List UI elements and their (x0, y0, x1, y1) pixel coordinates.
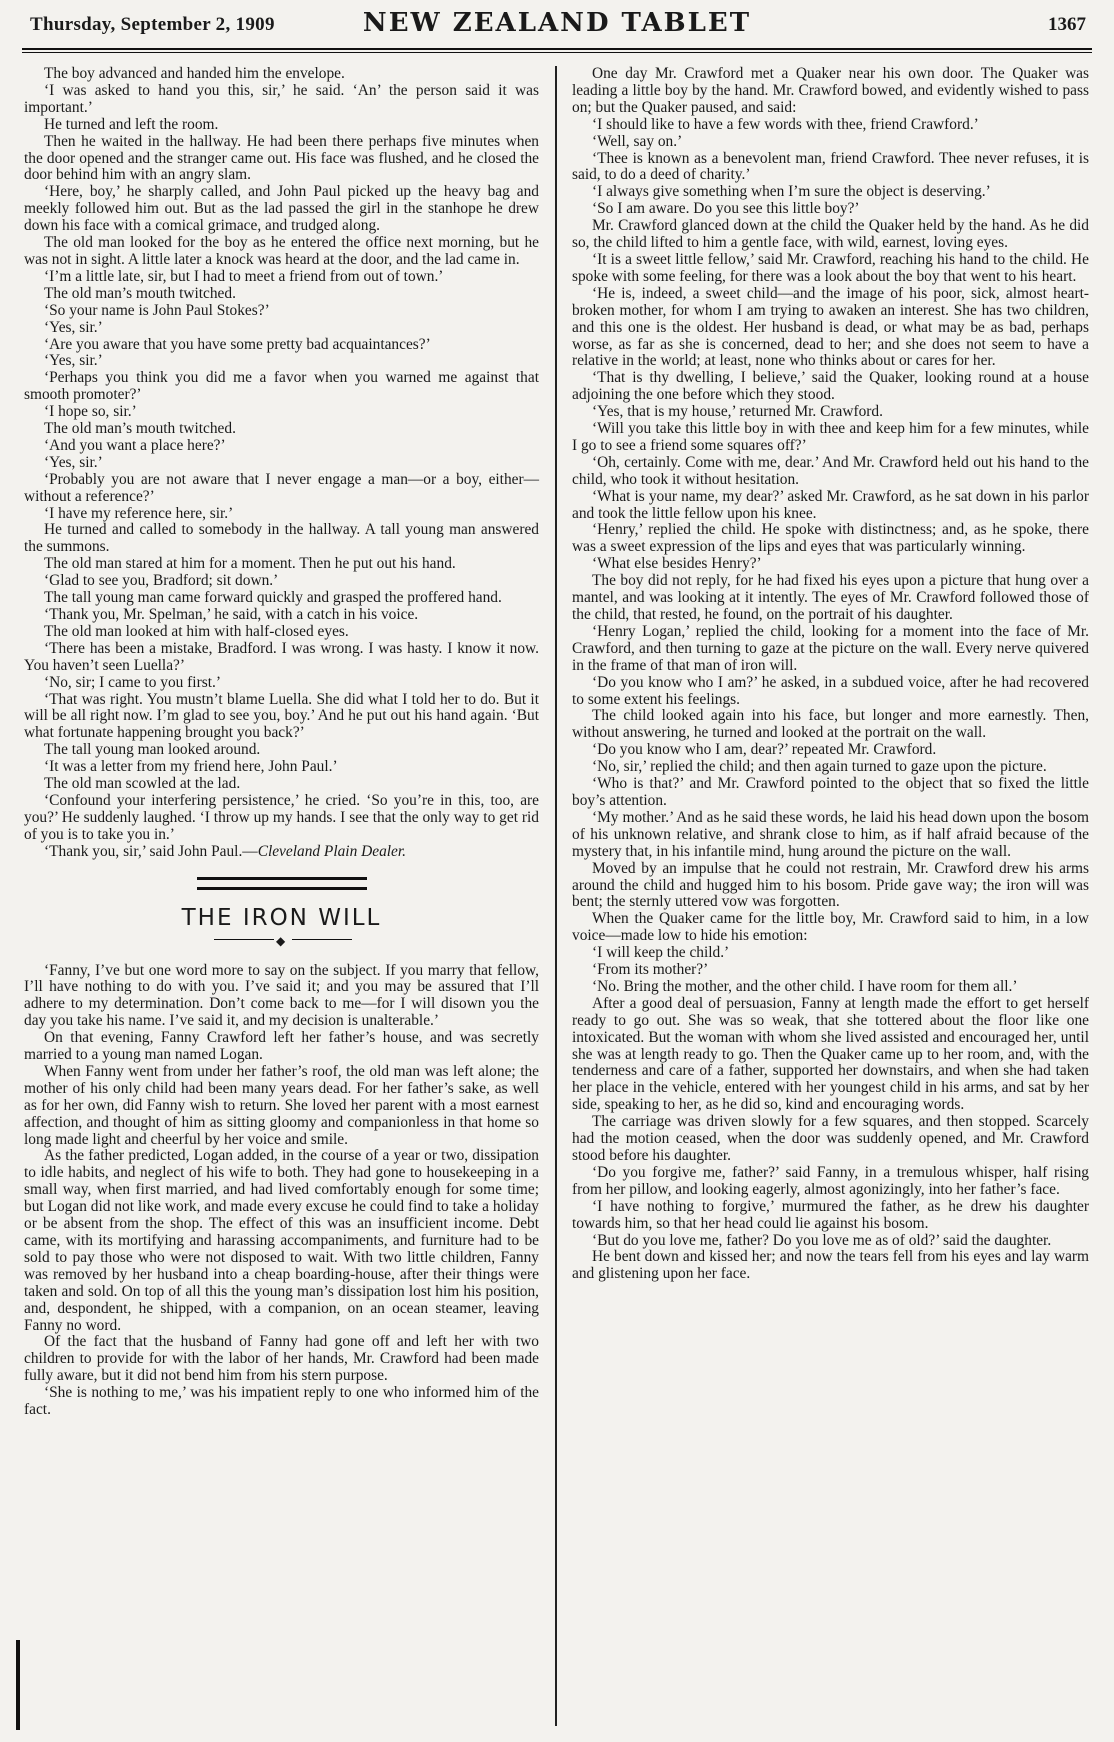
column-divider (555, 66, 557, 1726)
paragraph: ‘Fanny, I’ve but one word more to say on the subject. If you marry that fellow, I’ll have nothing to do with you. I’ve said it; and you may be assured that I’ll adhere to my determination. Don’t come back to me—for I will disown you the day you take his name. I’ve said it, and my decision is unalterable.’ (24, 961, 539, 1030)
paragraph: ‘He is, indeed, a sweet child—and the image of his poor, sick, almost heart-broken mother, for whom I am trying to awaken an interest. She has two children, and this one is the oldest. Her husband is dead, or what may be as bad, perhaps worse, as far as she is concerned, dead to her; and she does not seem to have a relative in the world; at least, none who thinks about or cares for her. (572, 284, 1089, 370)
paragraph: ‘I have my reference here, sir.’ (44, 504, 234, 522)
right-column (572, 66, 1089, 1283)
paragraph: ‘I always give something when I’m sure the object is deserving.’ (592, 183, 991, 201)
paragraph: ‘It is a sweet little fellow,’ said Mr. Crawford, reaching his hand to the child. He spoke with some feeling, for there was a look about the boy that went to his heart. (572, 250, 1089, 285)
paragraph: He turned and called to somebody in the hallway. A tall young man answered the summons. (24, 521, 539, 556)
paragraph: ‘That is thy dwelling, I believe,’ said the Quaker, looking round at a house adjoining the one before which they stood. (572, 369, 1089, 404)
margin-mark (16, 1640, 20, 1730)
paragraph: ‘Yes, that is my house,’ returned Mr. Crawford. (592, 403, 883, 421)
paragraph: ‘Who is that?’ and Mr. Crawford pointed to the object that so fixed the little boy’s attention. (572, 775, 1089, 809)
paragraph: On that evening, Fanny Crawford left her father’s house, and was secretly married to a young man named Logan. (24, 1029, 539, 1064)
paragraph: ‘Probably you are not aware that I never engage a man—or a boy, either—without a reference?’ (24, 470, 539, 505)
paragraph: ‘But do you love me, father? Do you love me as of old?’ said the daughter. (592, 1231, 1052, 1249)
paragraph: ‘I hope so, sir.’ (44, 403, 137, 421)
article-body (24, 963, 539, 1419)
paragraph: ‘So your name is John Paul Stokes?’ (44, 301, 270, 319)
paragraph: ‘What is your name, my dear?’ asked Mr. Crawford, as he sat down in his parlor and took the little fellow upon his knee. (572, 487, 1089, 522)
paragraph: The child looked again into his face, but longer and more earnestly. Then, without answering, he turned and looked at the portrait on the wall. (572, 707, 1089, 742)
paragraph: ‘That was right. You mustn’t blame Luella. She did what I told her to do. But it will be all right now. I’m glad to see you, boy.’ And he put out his hand again. ‘But what fortunate happening brought you back?’ (24, 690, 539, 742)
paragraph: ‘I was asked to hand you this, sir,’ he said. ‘An’ the person said it was important.’ (24, 81, 539, 116)
title-ornament: ◆ (24, 933, 539, 947)
paragraph: ‘Thank you, Mr. Spelman,’ he said, with a catch in his voice. (44, 606, 419, 623)
paragraph: ‘Will you take this little boy in with thee and keep him for a few minutes, while I go to see a friend some squares off?’ (572, 420, 1089, 454)
page-header (0, 8, 1114, 48)
story-continuation (24, 66, 539, 844)
paragraph: ‘And you want a place here?’ (44, 436, 226, 454)
header-rule (22, 48, 1092, 53)
paragraph: ‘It was a letter from my friend here, John Paul.’ (44, 758, 338, 776)
paragraph: The old man’s mouth twitched. (44, 420, 236, 438)
paragraph: ‘Yes, sir.’ (44, 318, 103, 336)
story-ending (24, 844, 539, 861)
paragraph: ‘Henry Logan,’ replied the child, looking for a moment into the face of Mr. Crawford, and then turning to gaze at the picture on the wall. Every nerve quivered in the frame of that man of iron will. (572, 622, 1089, 674)
paragraph: ‘Well, say on.’ (592, 132, 683, 150)
paragraph: After a good deal of persuasion, Fanny at length made the effort to get herself ready to go out. She was so weak, that she tottered about the floor like one intoxicated. But the woman with whom she lived assisted and encouraged her, until she was at length ready to go. Then the Quaker came up to her room, and, with the tenderness and care of a father, supported her downstairs, and when she had taken her place in the vehicle, entered with her youngest child in his arms, and sat by her side, speaking to her, as he did so, kind and encouraging words. (572, 994, 1089, 1114)
paragraph: ‘From its mother?’ (592, 961, 709, 979)
article-continuation (572, 66, 1089, 1283)
paragraph: Mr. Crawford glanced down at the child the Quaker held by the hand. As he did so, the child lifted to him a gentle face, with wild, earnest, loving eyes. (572, 217, 1089, 252)
paragraph: ‘No. Bring the mother, and the other child. I have room for them all.’ (592, 977, 1018, 995)
paragraph: ‘I will keep the child.’ (592, 944, 730, 962)
paragraph: ‘There has been a mistake, Bradford. I was wrong. I was hasty. I know it now. You haven’t seen Luella?’ (24, 639, 539, 674)
paragraph: ‘Do you know who I am, dear?’ repeated Mr. Crawford. (592, 741, 937, 759)
paragraph: The tall young man looked around. (44, 741, 261, 759)
paragraph: The old man’s mouth twitched. (44, 284, 236, 302)
paragraph: ‘Thee is known as a benevolent man, friend Crawford. Thee never refuses, it is said, to do a deed of charity.’ (572, 149, 1089, 184)
paragraph: ‘No, sir,’ replied the child; and then again turned to gaze upon the picture. (592, 758, 1047, 776)
paragraph: ‘I’m a little late, sir, but I had to meet a friend from out of town.’ (44, 267, 444, 285)
paragraph: ‘Oh, certainly. Come with me, dear.’ And Mr. Crawford held out his hand to the child, who took it without hesitation. (572, 453, 1089, 488)
paragraph: ‘Here, boy,’ he sharply called, and John Paul picked up the heavy bag and meekly followed him out. But as the lad passed the girl in the stanhope he drew down his face with a comical grimace, and trudged along. (24, 183, 539, 235)
paragraph: As the father predicted, Logan added, in the course of a year or two, dissipation to idle habits, and neglect of his wife to both. They had gone to housekeeping in a small way, when first married, and had lived comfortably enough for some time; but Logan did not like work, and made every excuse he could find to take a holiday or be absent from the shop. The effect of this was an insufficient income. Debt came, with its mortifying and harassing accompaniments, and furniture had to be sold to pay those who were not disposed to wait. With two little children, Fanny was removed by her husband into a cheap boarding-house, after their things were taken and sold. On top of all this the young man’s dissipation lost him his position, and, despondent, he shipped, with a companion, on an ocean steamer, leaving Fanny no word. (24, 1147, 539, 1334)
paragraph: ‘So I am aware. Do you see this little boy?’ (592, 200, 860, 218)
paragraph: Of the fact that the husband of Fanny had gone off and left her with two children to provide for with the labor of her hands, Mr. Crawford had been made fully aware, but it did not bend him from his stern purpose. (24, 1333, 539, 1385)
paragraph: The carriage was driven slowly for a few squares, and then stopped. Scarcely had the motion ceased, when the door was suddenly opened, and Mr. Crawford stood before his daughter. (572, 1113, 1089, 1164)
paragraph: When Fanny went from under her father’s roof, the old man was left alone; the mother of his only child had been many years dead. For her father’s sake, as well as for her own, did Fanny wish to return. She loved her parent with a most earnest affection, and thought of him as sitting gloomy and companionless in that home so long made light and cheerful by her voice and smile. (24, 1062, 539, 1148)
page-number: 1367 (1048, 14, 1086, 35)
paragraph: ‘Confound your interfering persistence,’ he cried. ‘So you’re in this, too, are you?’ He suddenly laughed. ‘I throw up my hands. I see that the only way to get rid of you is to take you in.’ (24, 791, 539, 843)
paragraph: ‘My mother.’ And as he said these words, he laid his head down upon the bosom of his unknown relative, and shrank close to him, as if half afraid because of the mystery that, in his infantile mind, hung around the picture on the wall. (572, 808, 1089, 860)
paragraph: ‘Are you aware that you have some pretty bad acquaintances?’ (44, 335, 431, 353)
paragraph: Then he waited in the hallway. He had been there perhaps five minutes when the door opened and the stranger came out. His face was flushed, and he closed the door behind him with an angry slam. (24, 132, 539, 184)
paragraph: ‘What else besides Henry?’ (592, 555, 762, 573)
paragraph: ‘Glad to see you, Bradford; sit down.’ (44, 572, 279, 590)
paragraph: ‘No, sir; I came to you first.’ (44, 673, 221, 691)
paragraph: One day Mr. Crawford met a Quaker near his own door. The Quaker was leading a little boy by the hand. Mr. Crawford bowed, and evidently wished to pass on; but the Quaker paused, and said: (572, 65, 1089, 116)
story-source: Cleveland Plain Dealer. (257, 842, 407, 860)
paragraph: ‘Yes, sir.’ (44, 352, 103, 370)
story-ending-text: ‘Thank you, sir,’ said John Paul.— (44, 842, 258, 860)
paragraph: The old man looked at him with half-closed eyes. (44, 622, 349, 640)
paragraph: ‘Perhaps you think you did me a favor when you warned me against that smooth promoter?’ (24, 369, 539, 404)
paragraph: ‘She is nothing to me,’ was his impatient reply to one who informed him of the fact. (24, 1384, 539, 1419)
paragraph: ‘Do you know who I am?’ he asked, in a subdued voice, after he had recovered to some extent his feelings. (572, 673, 1089, 708)
left-column (24, 66, 539, 1419)
paragraph: The boy advanced and handed him the envelope. (44, 65, 345, 82)
paragraph: The old man stared at him for a moment. Then he put out his hand. (44, 555, 456, 573)
paragraph: ‘Do you forgive me, father?’ said Fanny, in a tremulous whisper, half rising from her pillow, and looking eagerly, almost agonizingly, into her father’s face. (572, 1163, 1089, 1198)
paragraph: He bent down and kissed her; and now the tears fell from his eyes and lay warm and glistening upon her face. (572, 1248, 1089, 1283)
paragraph: ‘Henry,’ replied the child. He spoke with distinctness; and, as he spoke, there was a sweet expression of the lips and eyes that was particularly winning. (572, 521, 1089, 556)
paragraph: The old man scowled at the lad. (44, 775, 241, 793)
paragraph: He turned and left the room. (44, 115, 219, 133)
article-title: THE IRON WILL (181, 904, 382, 931)
paragraph: When the Quaker came for the little boy, Mr. Crawford said to him, in a low voice—made low to hide his emotion: (572, 910, 1089, 945)
paragraph: The boy did not reply, for he had fixed his eyes upon a picture that hung over a mantel, and was looking at it intently. The eyes of Mr. Crawford followed those of the child, that rested, he found, on the portrait of his daughter. (572, 572, 1089, 623)
paragraph: The old man looked for the boy as he entered the office next morning, but he was not in sight. A little later a knock was heard at the door, and the lad came in. (24, 234, 539, 268)
paragraph: ‘I should like to have a few words with thee, friend Crawford.’ (592, 115, 979, 133)
paragraph: The tall young man came forward quickly and grasped the proffered hand. (44, 589, 502, 607)
paragraph: ‘I have nothing to forgive,’ murmured the father, as he drew his daughter towards him, so that her head could lie against his bosom. (572, 1197, 1089, 1232)
issue-date: Thursday, September 2, 1909 (30, 14, 275, 35)
publication-title: NEW ZEALAND TABLET (362, 8, 752, 38)
section-separator (197, 877, 367, 890)
paragraph: Moved by an impulse that he could not restrain, Mr. Crawford drew his arms around the child and hugged him to his bosom. Pride gave way; the iron will was bent; the sternly uttered vow was forgotten. (572, 859, 1089, 911)
paragraph: ‘Yes, sir.’ (44, 453, 103, 471)
